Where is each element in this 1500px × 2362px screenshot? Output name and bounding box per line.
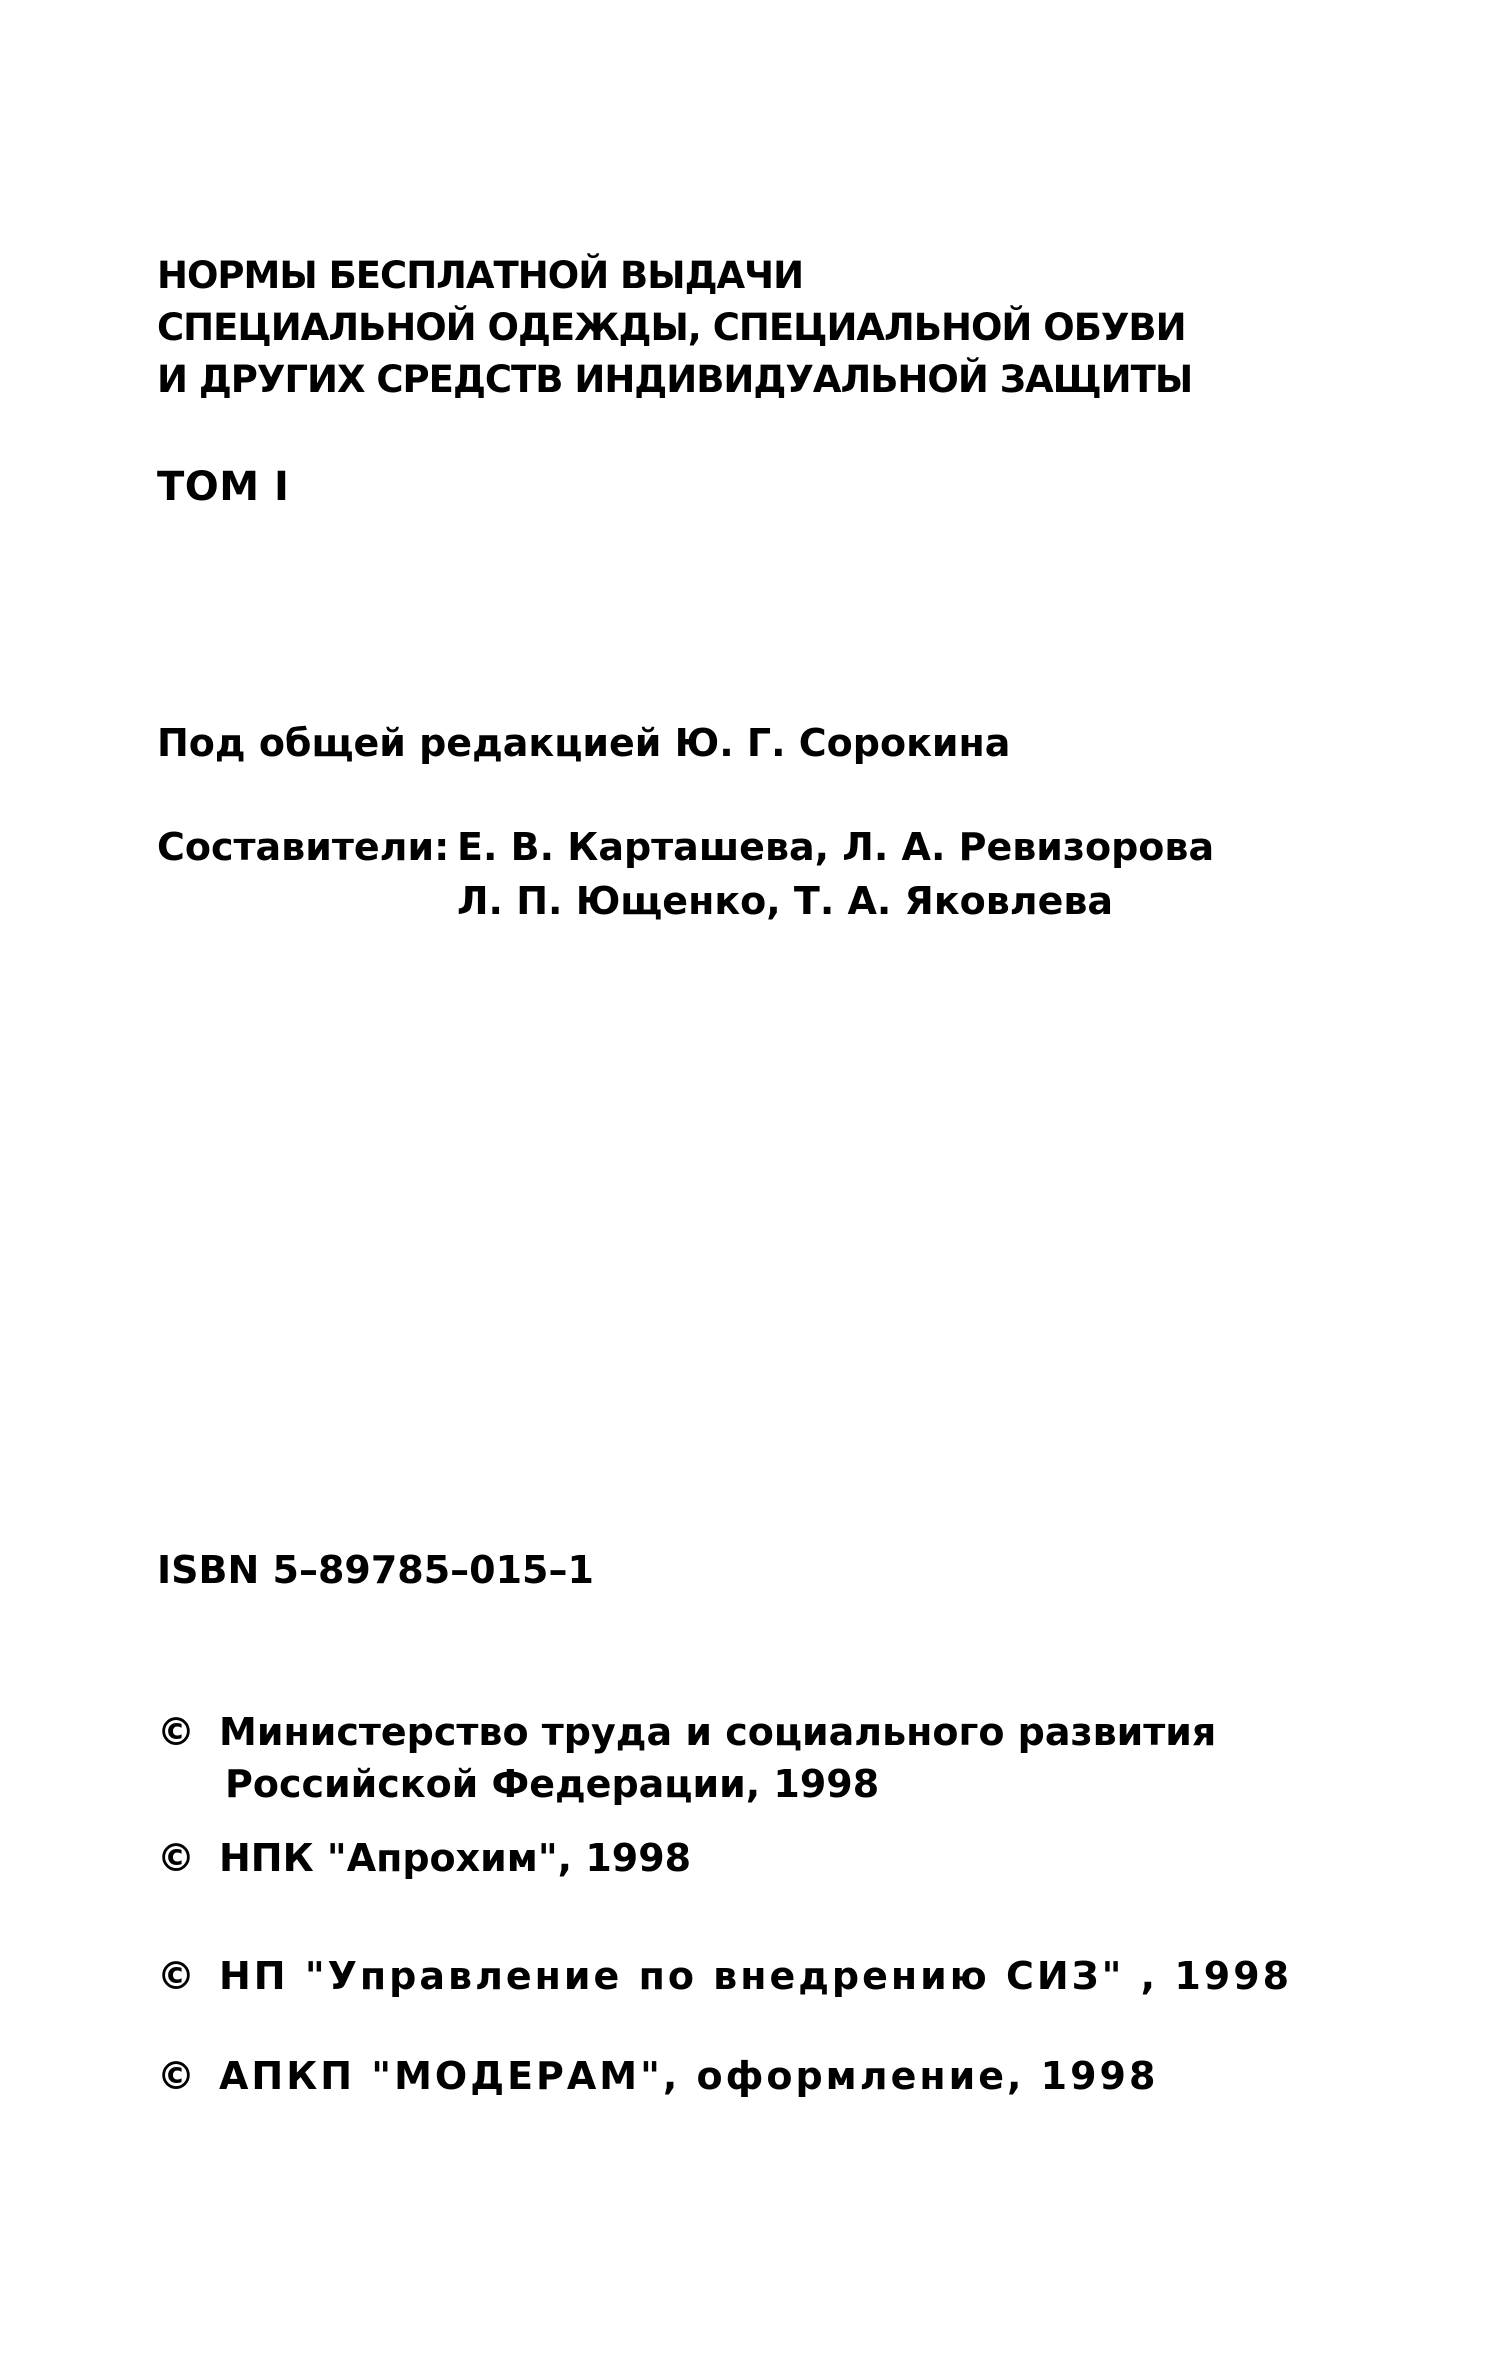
volume-label: ТОМ I	[157, 464, 290, 510]
copyright-ministry	[157, 1706, 1216, 1810]
compilers-credit	[157, 820, 1214, 928]
copyright-siz-text: НП "Управление по внедрению СИЗ" , 1998	[219, 1954, 1293, 1998]
copyright-moderam	[157, 2050, 1158, 2102]
copyright-aprokhim-text: НПК "Апрохим", 1998	[219, 1836, 692, 1880]
copyright-icon: ©	[157, 1954, 198, 1998]
copyright-ministry-line-1: Министерство труда и социального развития	[219, 1710, 1217, 1754]
title-line-2: СПЕЦИАЛЬНОЙ ОДЕЖДЫ, СПЕЦИАЛЬНОЙ ОБУВИ	[157, 306, 1186, 349]
compilers-line-1	[157, 820, 1214, 874]
copyright-icon: ©	[157, 1710, 195, 1754]
copyright-moderam-text: АПКП "МОДЕРАМ", оформление, 1998	[219, 2054, 1159, 2098]
title-line-1: НОРМЫ БЕСПЛАТНОЙ ВЫДАЧИ	[157, 254, 804, 297]
compilers-names-2: Л. П. Ющенко, Т. А. Яковлева	[457, 879, 1114, 923]
compilers-label: Составители:	[157, 825, 450, 869]
compilers-names-1: Е. В. Карташева, Л. А. Ревизорова	[457, 825, 1215, 869]
copyright-icon: ©	[157, 2054, 198, 2098]
title-line-3: И ДРУГИХ СРЕДСТВ ИНДИВИДУАЛЬНОЙ ЗАЩИТЫ	[157, 358, 1193, 401]
copyright-icon: ©	[157, 1836, 195, 1880]
book-title	[157, 250, 1357, 406]
copyright-aprokhim	[157, 1832, 691, 1884]
editor-credit: Под общей редакцией Ю. Г. Сорокина	[157, 721, 1011, 765]
copyright-siz	[157, 1950, 1292, 2002]
copyright-ministry-line-2: Российской Федерации, 1998	[225, 1762, 880, 1806]
isbn: ISBN 5–89785–015–1	[157, 1548, 594, 1592]
